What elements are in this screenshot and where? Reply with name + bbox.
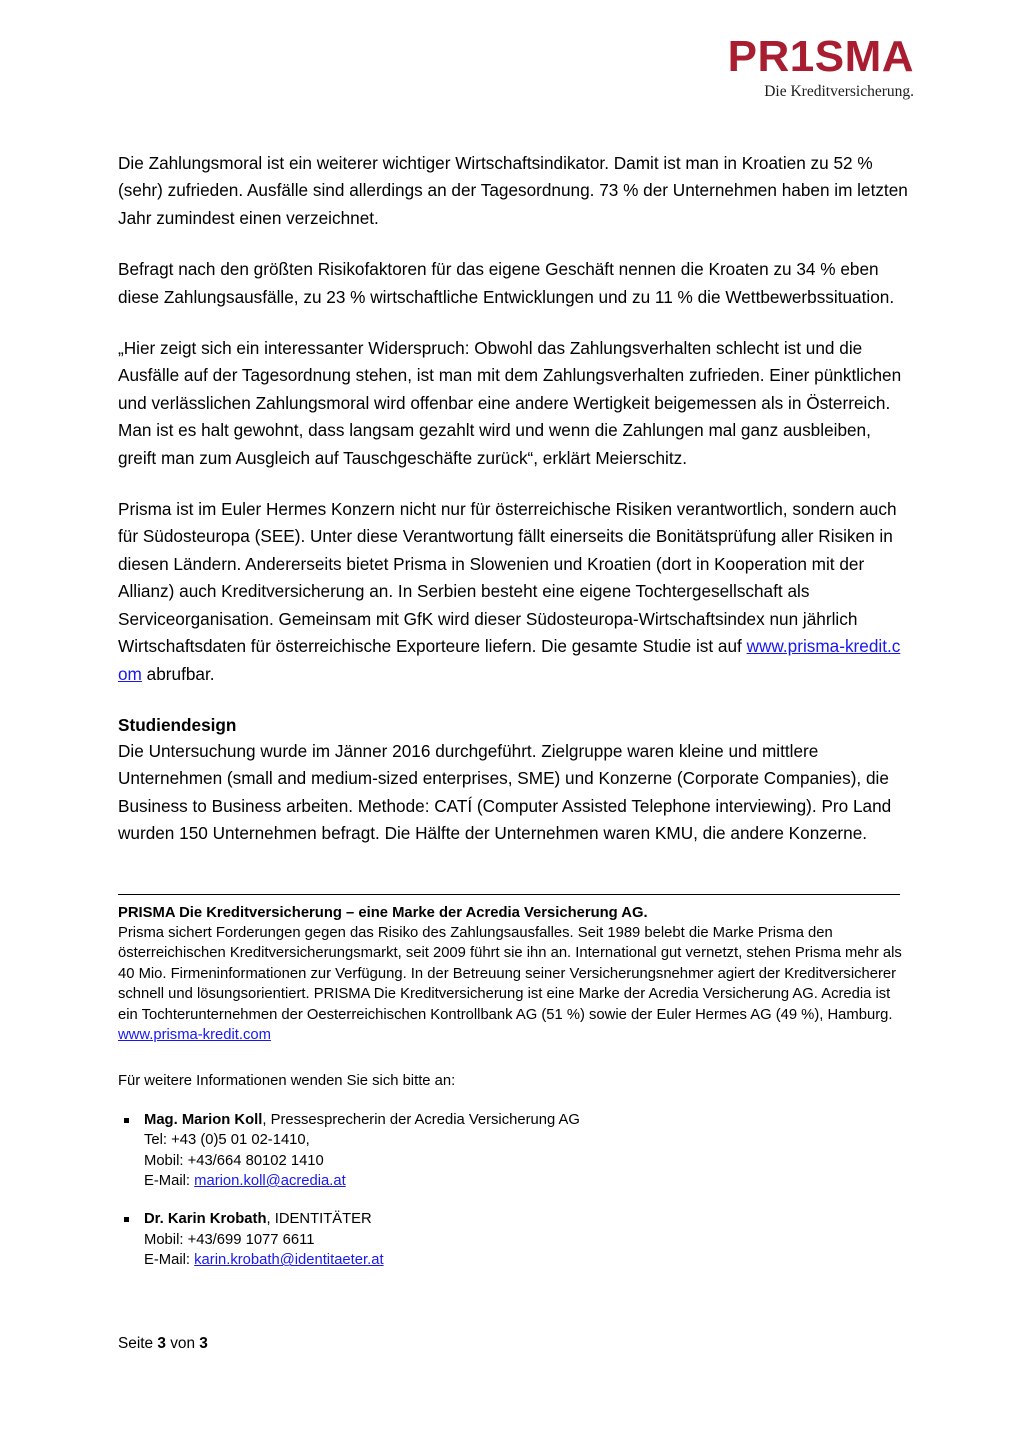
footer-middle: von xyxy=(165,1335,200,1352)
heading-studiendesign: Studiendesign xyxy=(118,714,237,735)
contact-name-line xyxy=(144,1209,908,1229)
square-bullet-icon xyxy=(124,1118,129,1123)
footer-total-pages: 3 xyxy=(199,1335,208,1352)
contact-role: , IDENTITÄTER xyxy=(266,1211,372,1228)
paragraph-prisma-see-text-after: abrufbar. xyxy=(141,663,215,684)
contact-item xyxy=(118,1209,908,1270)
contact-email-label: E-Mail: xyxy=(144,1252,195,1269)
section-divider xyxy=(118,894,900,895)
paragraph-prisma-see-text-before: Prisma ist im Euler Hermes Konzern nicht nur für österreichische Risiken verantwortlich, sondern auch für Südosteuropa (SEE). Unter diese Verantwortung fällt einerseits die Bonitätsprüfung aller Risiken in diesen Ländern. Andererseits bietet Prisma in Slowenien und Kroatien (dort in Kooperation mit der Allianz) auch Kreditversicherung an. In Serbien besteht eine eigene Tochtergesellschaft als Serviceorganisation. Gemeinsam mit GfK wird dieser Südosteuropa-Wirtschaftsindex nun jährlich Wirtschaftsdaten für österreichische Exporteure liefern. Die gesamte Studie ist auf xyxy=(118,499,897,657)
contact-intro: Für weitere Informationen wenden Sie sich bitte an: xyxy=(118,1073,456,1090)
link-prisma-kredit-boilerplate[interactable]: www.prisma-kredit.com xyxy=(118,1026,271,1043)
logo-tagline: Die Kreditversicherung. xyxy=(764,83,914,100)
contact-mobil: Mobil: +43/664 80102 1410 xyxy=(144,1152,324,1169)
contact-item xyxy=(118,1110,908,1192)
contact-email-link[interactable]: karin.krobath@identitaeter.at xyxy=(194,1252,384,1269)
document-body xyxy=(118,150,908,1289)
logo-wordmark: PR1SMA xyxy=(727,32,914,81)
contact-name-line xyxy=(144,1110,908,1130)
contact-email-label: E-Mail: xyxy=(144,1173,195,1189)
contact-mobil: Mobil: +43/699 1077 6611 xyxy=(144,1231,315,1248)
boilerplate-paragraph: Prisma sichert Forderungen gegen das Risiko des Zahlungsausfalles. Seit 1989 belebt die Marke Prisma den österreichischen Kreditversicherungsmarkt, seit 2009 führt sie ihn an. International gut vernetzt, stehen Prisma mehr als 40 Mio. Firmeninformationen zur Verfügung. In der Betreuung seiner Versicherungsnehmer agiert der Kreditversicherer schnell und lösungsorientiert. PRISMA Die Kreditversicherung ist eine Marke der Acredia Versicherung AG. Acredia ist ein Tochterunternehmen der Oesterreichischen Kontrollbank AG (51 %) sowie der Euler Hermes AG (49 %), Hamburg. xyxy=(118,924,902,1023)
footer-current-page: 3 xyxy=(157,1335,166,1352)
paragraph-studiendesign: Die Untersuchung wurde im Jänner 2016 durchgeführt. Zielgruppe waren kleine und mittlere Unternehmen (small and medium-sized enterprises, SME) und Konzerne (Corporate Companies), die Business to Business arbeiten. Methode: CATÍ (Computer Assisted Telephone interviewing). Pro Land wurden 150 Unternehmen befragt. Die Hälfte der Unternehmen waren KMU, die andere Konzerne. xyxy=(118,740,892,844)
contact-tel: Tel: +43 (0)5 01 02-1410, xyxy=(144,1132,310,1149)
contact-name: Mag. Marion Koll xyxy=(144,1111,263,1128)
boilerplate-title: PRISMA Die Kreditversicherung – eine Marke der Acredia Versicherung AG. xyxy=(118,904,648,921)
contact-name: Dr. Karin Krobath xyxy=(144,1211,267,1228)
page-number-footer xyxy=(118,1334,208,1354)
contact-email-link[interactable]: marion.koll@acredia.at xyxy=(194,1173,346,1189)
boilerplate-block xyxy=(118,903,908,1046)
paragraph-risikofaktoren: Befragt nach den größten Risikofaktoren für das eigene Geschäft nennen die Kroaten zu 34 % eben diese Zahlungsausfälle, zu 23 % wirtschaftliche Entwicklungen und zu 11 % die Wettbewerbssituation. xyxy=(118,259,895,307)
contact-email-line xyxy=(144,1171,908,1191)
contact-role: , Pressesprecherin der Acredia Versicherung AG xyxy=(262,1111,580,1128)
contact-list xyxy=(118,1110,908,1271)
contact-email-line xyxy=(144,1250,908,1270)
paragraph-prisma-see xyxy=(118,496,908,688)
footer-prefix: Seite xyxy=(118,1335,158,1352)
paragraph-quote-meierschitz: „Hier zeigt sich ein interessanter Widerspruch: Obwohl das Zahlungsverhalten schlecht ist und die Ausfälle auf der Tagesordnung stehen, ist man mit dem Zahlungsverhalten zufrieden. Einer pünktlichen und verlässlichen Zahlungsmoral wird offenbar eine andere Wertigkeit beigemessen als in Österreich. Man ist es halt gewohnt, dass langsam gezahlt wird und wenn die Zahlungen mal ganz ausbleiben, greift man zum Ausgleich auf Tauschgeschäfte zurück“, erklärt Meierschitz. xyxy=(118,338,902,468)
paragraph-zahlungsmoral: Die Zahlungsmoral ist ein weiterer wichtiger Wirtschaftsindikator. Damit ist man in Kroatien zu 52 % (sehr) zufrieden. Ausfälle sind allerdings an der Tagesordnung. 73 % der Unternehmen haben im letzten Jahr zumindest einen verzeichnet. xyxy=(118,153,908,228)
boilerplate-text xyxy=(118,923,908,1045)
prisma-logo xyxy=(728,34,914,102)
square-bullet-icon xyxy=(124,1217,129,1222)
link-prisma-kredit-inline[interactable]: www.prisma-kredit.com xyxy=(118,636,901,684)
